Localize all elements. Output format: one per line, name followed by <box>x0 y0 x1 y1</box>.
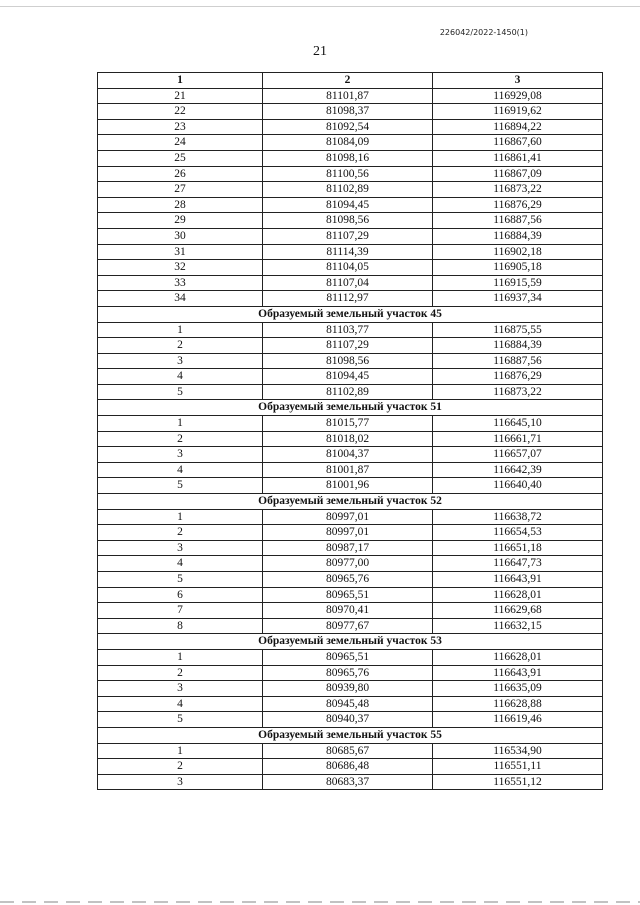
point-number-cell: 26 <box>98 166 263 182</box>
table-row <box>98 260 603 276</box>
y-coordinate-cell: 116861,41 <box>433 150 603 166</box>
y-coordinate-cell: 116657,07 <box>433 447 603 463</box>
point-number-cell: 6 <box>98 587 263 603</box>
x-coordinate-cell: 81104,05 <box>263 260 433 276</box>
y-coordinate-cell: 116929,08 <box>433 88 603 104</box>
table-row <box>98 509 603 525</box>
point-number-cell: 24 <box>98 135 263 151</box>
table-row <box>98 462 603 478</box>
document-number: 226042/2022-1450(1) <box>439 28 528 37</box>
table-row <box>98 572 603 588</box>
y-coordinate-cell: 116643,91 <box>433 665 603 681</box>
x-coordinate-cell: 80940,37 <box>263 712 433 728</box>
table-row <box>98 743 603 759</box>
y-coordinate-cell: 116873,22 <box>433 182 603 198</box>
table-row <box>98 228 603 244</box>
point-number-cell: 22 <box>98 104 263 120</box>
y-coordinate-cell: 116651,18 <box>433 540 603 556</box>
point-number-cell: 4 <box>98 556 263 572</box>
x-coordinate-cell: 81098,56 <box>263 353 433 369</box>
y-coordinate-cell: 116654,53 <box>433 525 603 541</box>
x-coordinate-cell: 81098,16 <box>263 150 433 166</box>
bottom-scan-edge <box>0 901 640 903</box>
table-row <box>98 540 603 556</box>
point-number-cell: 25 <box>98 150 263 166</box>
table-row <box>98 665 603 681</box>
y-coordinate-cell: 116661,71 <box>433 431 603 447</box>
y-coordinate-cell: 116534,90 <box>433 743 603 759</box>
table-row <box>98 213 603 229</box>
table-row <box>98 431 603 447</box>
y-coordinate-cell: 116647,73 <box>433 556 603 572</box>
y-coordinate-cell: 116635,09 <box>433 681 603 697</box>
y-coordinate-cell: 116884,39 <box>433 228 603 244</box>
point-number-cell: 34 <box>98 291 263 307</box>
x-coordinate-cell: 81112,97 <box>263 291 433 307</box>
y-coordinate-cell: 116937,34 <box>433 291 603 307</box>
x-coordinate-cell: 81098,37 <box>263 104 433 120</box>
x-coordinate-cell: 80977,67 <box>263 618 433 634</box>
table-header-row <box>98 73 603 89</box>
x-coordinate-cell: 80977,00 <box>263 556 433 572</box>
table-body <box>98 88 603 790</box>
table-row <box>98 681 603 697</box>
point-number-cell: 29 <box>98 213 263 229</box>
y-coordinate-cell: 116887,56 <box>433 353 603 369</box>
point-number-cell: 28 <box>98 197 263 213</box>
x-coordinate-cell: 80997,01 <box>263 525 433 541</box>
table-row <box>98 369 603 385</box>
table-row <box>98 135 603 151</box>
table-row <box>98 384 603 400</box>
x-coordinate-cell: 81100,56 <box>263 166 433 182</box>
point-number-cell: 1 <box>98 416 263 432</box>
point-number-cell: 3 <box>98 353 263 369</box>
x-coordinate-cell: 81102,89 <box>263 182 433 198</box>
table-row <box>98 119 603 135</box>
x-coordinate-cell: 80997,01 <box>263 509 433 525</box>
point-number-cell: 1 <box>98 322 263 338</box>
section-title: Образуемый земельный участок 55 <box>98 727 603 743</box>
table-row <box>98 244 603 260</box>
x-coordinate-cell: 81015,77 <box>263 416 433 432</box>
table-row <box>98 104 603 120</box>
point-number-cell: 2 <box>98 431 263 447</box>
y-coordinate-cell: 116867,60 <box>433 135 603 151</box>
y-coordinate-cell: 116629,68 <box>433 603 603 619</box>
table-row <box>98 603 603 619</box>
x-coordinate-cell: 80945,48 <box>263 696 433 712</box>
point-number-cell: 5 <box>98 712 263 728</box>
y-coordinate-cell: 116551,12 <box>433 774 603 790</box>
y-coordinate-cell: 116642,39 <box>433 462 603 478</box>
point-number-cell: 3 <box>98 774 263 790</box>
x-coordinate-cell: 81094,45 <box>263 197 433 213</box>
y-coordinate-cell: 116915,59 <box>433 275 603 291</box>
x-coordinate-cell: 81102,89 <box>263 384 433 400</box>
page-number: 21 <box>313 44 327 59</box>
y-coordinate-cell: 116551,11 <box>433 759 603 775</box>
x-coordinate-cell: 80987,17 <box>263 540 433 556</box>
section-row <box>98 727 603 743</box>
point-number-cell: 7 <box>98 603 263 619</box>
section-title: Образуемый земельный участок 52 <box>98 494 603 510</box>
x-coordinate-cell: 81114,39 <box>263 244 433 260</box>
point-number-cell: 5 <box>98 478 263 494</box>
x-coordinate-cell: 81103,77 <box>263 322 433 338</box>
table-row <box>98 525 603 541</box>
point-number-cell: 21 <box>98 88 263 104</box>
section-row <box>98 634 603 650</box>
table-row <box>98 618 603 634</box>
coordinates-table <box>97 72 603 790</box>
table-row <box>98 166 603 182</box>
point-number-cell: 31 <box>98 244 263 260</box>
table-row <box>98 696 603 712</box>
column-header-3: 3 <box>433 73 603 89</box>
table-row <box>98 322 603 338</box>
point-number-cell: 8 <box>98 618 263 634</box>
x-coordinate-cell: 80965,51 <box>263 649 433 665</box>
y-coordinate-cell: 116638,72 <box>433 509 603 525</box>
table-row <box>98 275 603 291</box>
point-number-cell: 4 <box>98 462 263 478</box>
point-number-cell: 4 <box>98 696 263 712</box>
x-coordinate-cell: 80965,51 <box>263 587 433 603</box>
y-coordinate-cell: 116619,46 <box>433 712 603 728</box>
x-coordinate-cell: 80970,41 <box>263 603 433 619</box>
y-coordinate-cell: 116894,22 <box>433 119 603 135</box>
table-row <box>98 338 603 354</box>
table-row <box>98 556 603 572</box>
point-number-cell: 3 <box>98 540 263 556</box>
section-title: Образуемый земельный участок 45 <box>98 306 603 322</box>
x-coordinate-cell: 80965,76 <box>263 572 433 588</box>
x-coordinate-cell: 81001,87 <box>263 462 433 478</box>
point-number-cell: 23 <box>98 119 263 135</box>
x-coordinate-cell: 80965,76 <box>263 665 433 681</box>
x-coordinate-cell: 81092,54 <box>263 119 433 135</box>
y-coordinate-cell: 116873,22 <box>433 384 603 400</box>
top-scan-line <box>0 6 640 7</box>
table-row <box>98 774 603 790</box>
y-coordinate-cell: 116876,29 <box>433 197 603 213</box>
y-coordinate-cell: 116628,01 <box>433 587 603 603</box>
x-coordinate-cell: 81107,04 <box>263 275 433 291</box>
y-coordinate-cell: 116645,10 <box>433 416 603 432</box>
table-row <box>98 447 603 463</box>
table-row <box>98 182 603 198</box>
y-coordinate-cell: 116867,09 <box>433 166 603 182</box>
x-coordinate-cell: 80939,80 <box>263 681 433 697</box>
point-number-cell: 5 <box>98 572 263 588</box>
section-row <box>98 306 603 322</box>
point-number-cell: 2 <box>98 338 263 354</box>
point-number-cell: 33 <box>98 275 263 291</box>
y-coordinate-cell: 116905,18 <box>433 260 603 276</box>
x-coordinate-cell: 80686,48 <box>263 759 433 775</box>
x-coordinate-cell: 81018,02 <box>263 431 433 447</box>
y-coordinate-cell: 116902,18 <box>433 244 603 260</box>
y-coordinate-cell: 116884,39 <box>433 338 603 354</box>
y-coordinate-cell: 116876,29 <box>433 369 603 385</box>
x-coordinate-cell: 81107,29 <box>263 338 433 354</box>
y-coordinate-cell: 116632,15 <box>433 618 603 634</box>
table-row <box>98 88 603 104</box>
point-number-cell: 2 <box>98 665 263 681</box>
point-number-cell: 32 <box>98 260 263 276</box>
y-coordinate-cell: 116628,88 <box>433 696 603 712</box>
table-row <box>98 712 603 728</box>
x-coordinate-cell: 81084,09 <box>263 135 433 151</box>
x-coordinate-cell: 81094,45 <box>263 369 433 385</box>
point-number-cell: 1 <box>98 649 263 665</box>
point-number-cell: 1 <box>98 509 263 525</box>
x-coordinate-cell: 81107,29 <box>263 228 433 244</box>
point-number-cell: 30 <box>98 228 263 244</box>
x-coordinate-cell: 81101,87 <box>263 88 433 104</box>
point-number-cell: 5 <box>98 384 263 400</box>
x-coordinate-cell: 81001,96 <box>263 478 433 494</box>
point-number-cell: 2 <box>98 759 263 775</box>
table-row <box>98 649 603 665</box>
x-coordinate-cell: 81098,56 <box>263 213 433 229</box>
table-row <box>98 353 603 369</box>
x-coordinate-cell: 80683,37 <box>263 774 433 790</box>
point-number-cell: 3 <box>98 447 263 463</box>
y-coordinate-cell: 116628,01 <box>433 649 603 665</box>
point-number-cell: 4 <box>98 369 263 385</box>
table-row <box>98 197 603 213</box>
section-row <box>98 400 603 416</box>
point-number-cell: 1 <box>98 743 263 759</box>
x-coordinate-cell: 80685,67 <box>263 743 433 759</box>
table-row <box>98 416 603 432</box>
section-title: Образуемый земельный участок 53 <box>98 634 603 650</box>
table-row <box>98 478 603 494</box>
y-coordinate-cell: 116919,62 <box>433 104 603 120</box>
table-row <box>98 587 603 603</box>
column-header-2: 2 <box>263 73 433 89</box>
point-number-cell: 2 <box>98 525 263 541</box>
point-number-cell: 27 <box>98 182 263 198</box>
table-row <box>98 150 603 166</box>
table-row <box>98 759 603 775</box>
section-title: Образуемый земельный участок 51 <box>98 400 603 416</box>
y-coordinate-cell: 116887,56 <box>433 213 603 229</box>
section-row <box>98 494 603 510</box>
y-coordinate-cell: 116643,91 <box>433 572 603 588</box>
y-coordinate-cell: 116640,40 <box>433 478 603 494</box>
y-coordinate-cell: 116875,55 <box>433 322 603 338</box>
x-coordinate-cell: 81004,37 <box>263 447 433 463</box>
point-number-cell: 3 <box>98 681 263 697</box>
column-header-1: 1 <box>98 73 263 89</box>
table-row <box>98 291 603 307</box>
